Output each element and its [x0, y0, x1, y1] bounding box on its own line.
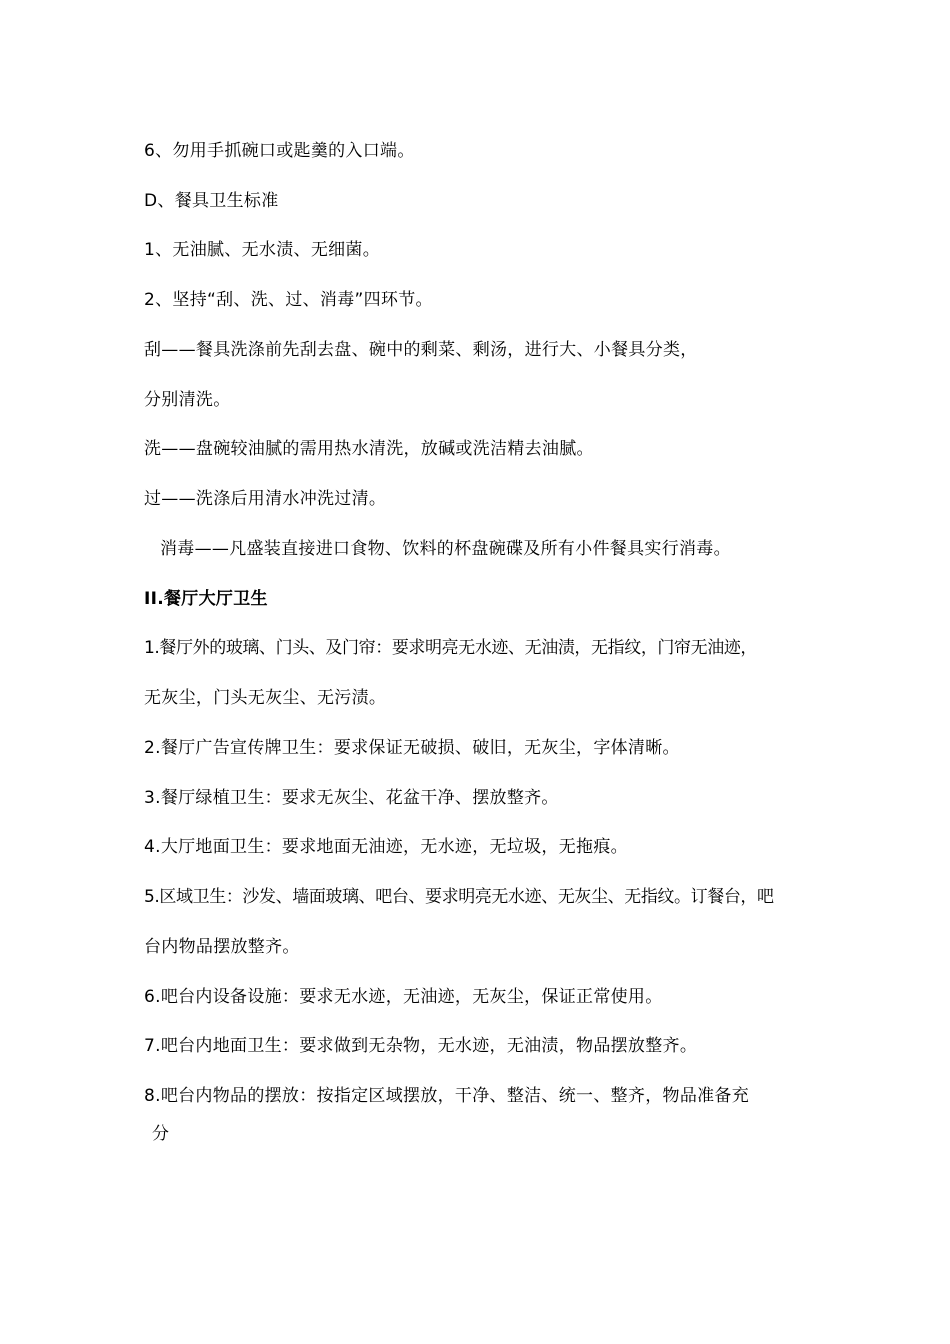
text-line-scrape-cont: 分别清洗。	[144, 390, 231, 410]
text-line-hall-5-cont: 台内物品摆放整齐。	[144, 937, 300, 957]
text-line-hall-8: 8.吧台内物品的摆放：按指定区域摆放，干净、整洁、统一、整齐，物品准备充	[144, 1086, 750, 1106]
text-line-hall-4: 4.大厅地面卫生：要求地面无油迹，无水迹，无垃圾，无拖痕。	[144, 837, 628, 857]
text-line-hall-3: 3.餐厅绿植卫生：要求无灰尘、花盆干净、摆放整齐。	[144, 788, 559, 808]
text-line-hall-6: 6.吧台内设备设施：要求无水迹，无油迹，无灰尘，保证正常使用。	[144, 987, 663, 1007]
section-heading-hall-hygiene: II.餐厅大厅卫生	[144, 589, 268, 609]
text-line-hall-8-cont: 分	[152, 1124, 170, 1144]
text-line-hygiene-item-6: 6、勿用手抓碗口或匙羹的入口端。	[144, 141, 415, 161]
text-line-tableware-1: 1、无油腻、无水渍、无细菌。	[144, 240, 381, 260]
text-line-disinfect: 消毒——凡盛装直接进口食物、饮料的杯盘碗碟及所有小件餐具实行消毒。	[160, 539, 731, 559]
text-line-wash: 洗——盘碗较油腻的需用热水清洗，放碱或洗洁精去油腻。	[144, 439, 594, 459]
text-line-hall-5: 5.区域卫生：沙发、墙面玻璃、吧台、要求明亮无水迹、无灰尘、无指纹。订餐台，吧	[144, 887, 774, 907]
text-line-hall-7: 7.吧台内地面卫生：要求做到无杂物，无水迹，无油渍，物品摆放整齐。	[144, 1036, 698, 1056]
text-line-hall-2: 2.餐厅广告宣传牌卫生：要求保证无破损、破旧，无灰尘，字体清晰。	[144, 738, 680, 758]
text-line-hall-1: 1.餐厅外的玻璃、门头、及门帘：要求明亮无水迹、无油渍，无指纹，门帘无油迹，	[144, 638, 758, 658]
text-line-rinse: 过——洗涤后用清水冲洗过清。	[144, 489, 387, 509]
section-heading-tableware-standard: D、餐具卫生标准	[144, 191, 279, 211]
text-line-tableware-2: 2、坚持“刮、洗、过、消毒”四环节。	[144, 290, 433, 310]
text-line-hall-1-cont: 无灰尘，门头无灰尘、无污渍。	[144, 688, 387, 708]
text-line-scrape: 刮——餐具洗涤前先刮去盘、碗中的剩菜、剩汤，进行大、小餐具分类，	[144, 340, 698, 360]
